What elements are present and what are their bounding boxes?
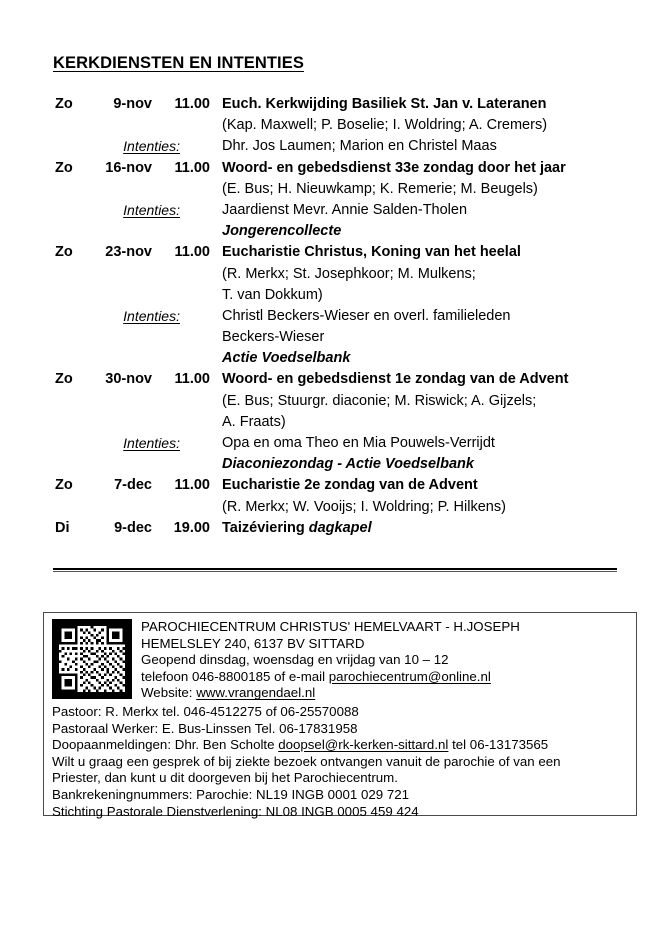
service-description: A. Fraats) (222, 413, 286, 430)
intentions-label: Intenties: (123, 201, 180, 218)
parish-contact-box (43, 612, 637, 819)
qr-code-icon (52, 619, 132, 699)
service-row (0, 393, 667, 414)
service-description: Dhr. Jos Laumen; Marion en Christel Maas (222, 138, 497, 155)
service-row (0, 371, 667, 392)
intentions-label: Intenties: (123, 138, 180, 155)
pastoraal-werker-line: Pastoraal Werker: E. Bus-Linssen Tel. 06-17831958 (52, 720, 358, 736)
service-time: 11.00 (174, 159, 210, 176)
service-description: Jaardienst Mevr. Annie Salden-Tholen (222, 201, 468, 218)
service-weekday: Zo (55, 371, 73, 388)
baptism-phone: tel 06-13173565 (448, 737, 549, 753)
baptism-email-link[interactable]: doopsel@rk-kerken-sittard.nl (278, 737, 449, 753)
visit-request-line-2: Priester, dan kunt u dit doorgeven bij het Parochiecentrum. (52, 770, 398, 786)
service-date: 9-dec (114, 519, 152, 536)
service-time: 11.00 (174, 96, 210, 112)
service-date: 23-nov (105, 244, 152, 261)
service-description: Euch. Kerkwijding Basiliek St. Jan v. Lateranen (222, 96, 547, 112)
service-description: (E. Bus; H. Nieuwkamp; K. Remerie; M. Beugels) (222, 180, 538, 197)
service-row (0, 202, 667, 223)
service-time: 19.00 (173, 519, 210, 536)
service-date: 30-nov (105, 371, 152, 388)
service-row (0, 350, 667, 371)
service-weekday: Zo (55, 96, 73, 112)
service-description: Woord- en gebedsdienst 1e zondag van de Advent (222, 371, 569, 388)
service-description: Eucharistie Christus, Koning van het heelal (222, 244, 521, 261)
service-weekday: Zo (55, 159, 73, 176)
service-weekday: Di (55, 519, 70, 536)
baptism-label: Doopaanmeldingen: Dhr. Ben Scholte (52, 737, 279, 753)
service-description: Eucharistie 2e zondag van de Advent (222, 477, 478, 494)
service-row (0, 266, 667, 287)
service-row (0, 96, 667, 117)
parish-address-block (141, 619, 627, 702)
service-description: T. van Dokkum) (222, 286, 323, 303)
pastoor-line: Pastoor: R. Merkx tel. 046-4512275 of 06-25570088 (52, 704, 359, 719)
service-description: (Kap. Maxwell; P. Boselie; I. Woldring; A. Cremers) (222, 117, 548, 134)
divider-rule-bottom (53, 571, 617, 572)
address-line-1: PAROCHIECENTRUM CHRISTUS' HEMELVAART - H.JOSEPH (141, 619, 520, 634)
service-row (0, 477, 667, 498)
service-row (0, 138, 667, 159)
service-description-main: Taizéviering (222, 519, 309, 536)
phone-email-line (141, 669, 627, 686)
website-label: Website: (141, 685, 197, 701)
baptism-line (52, 737, 630, 754)
website-link[interactable]: www.vrangendael.nl (196, 685, 316, 701)
parish-staff-block (52, 704, 630, 820)
divider-rule-top (53, 568, 617, 570)
service-row (0, 223, 667, 244)
service-row (0, 414, 667, 435)
email-link[interactable]: parochiecentrum@online.nl (328, 668, 491, 684)
services-list (0, 96, 667, 541)
website-line (141, 685, 627, 702)
service-row (0, 499, 667, 520)
service-weekday: Zo (55, 244, 73, 261)
service-description: (R. Merkx; St. Josephkoor; M. Mulkens; (222, 265, 476, 282)
service-row (0, 160, 667, 181)
service-row (0, 117, 667, 138)
phone-text: telefoon 046-8800185 of e-mail (141, 668, 329, 684)
service-time: 11.00 (174, 371, 210, 388)
page-title: KERKDIENSTEN EN INTENTIES (53, 54, 304, 72)
address-line-2: HEMELSLEY 240, 6137 BV SITTARD (141, 635, 365, 651)
service-description: Actie Voedselbank (222, 350, 351, 367)
service-row (0, 435, 667, 456)
service-description (222, 520, 662, 536)
service-date: 7-dec (114, 477, 152, 494)
bank-foundation-line: Stichting Pastorale Dienstverlening: NL08 INGB 0005 459 424 (52, 803, 419, 819)
service-time: 11.00 (174, 244, 210, 261)
service-description: Jongerencollecte (222, 223, 342, 240)
section-divider (53, 568, 617, 572)
service-description: Beckers-Wieser (222, 329, 325, 346)
service-description: (E. Bus; Stuurgr. diaconie; M. Riswick; A. Gijzels; (222, 392, 537, 409)
service-description: Christl Beckers-Wieser en overl. familieleden (222, 307, 511, 324)
service-row (0, 308, 667, 329)
service-row (0, 181, 667, 202)
service-row (0, 520, 667, 541)
service-description: (R. Merkx; W. Vooijs; I. Woldring; P. Hilkens) (222, 498, 506, 515)
visit-request-line-1: Wilt u graag een gesprek of bij ziekte bezoek ontvangen vanuit de parochie of van een (52, 753, 561, 769)
service-description: Opa en oma Theo en Mia Pouwels-Verrijdt (222, 435, 495, 451)
service-description: Diaconiezondag - Actie Voedselbank (222, 456, 474, 473)
service-weekday: Zo (55, 477, 73, 494)
service-description: Woord- en gebedsdienst 33e zondag door het jaar (222, 159, 566, 176)
service-row (0, 287, 667, 308)
service-date: 9-nov (113, 96, 152, 112)
bank-parish-line: Bankrekeningnummers: Parochie: NL19 INGB 0001 029 721 (52, 786, 410, 802)
opening-hours-line: Geopend dinsdag, woensdag en vrijdag van 10 – 12 (141, 652, 449, 668)
service-row (0, 329, 667, 350)
service-time: 11.00 (174, 477, 210, 494)
service-row (0, 456, 667, 477)
intentions-label: Intenties: (123, 435, 180, 451)
service-row (0, 244, 667, 265)
intentions-label: Intenties: (123, 307, 180, 324)
service-date: 16-nov (105, 159, 152, 176)
service-location-note: dagkapel (308, 519, 372, 536)
